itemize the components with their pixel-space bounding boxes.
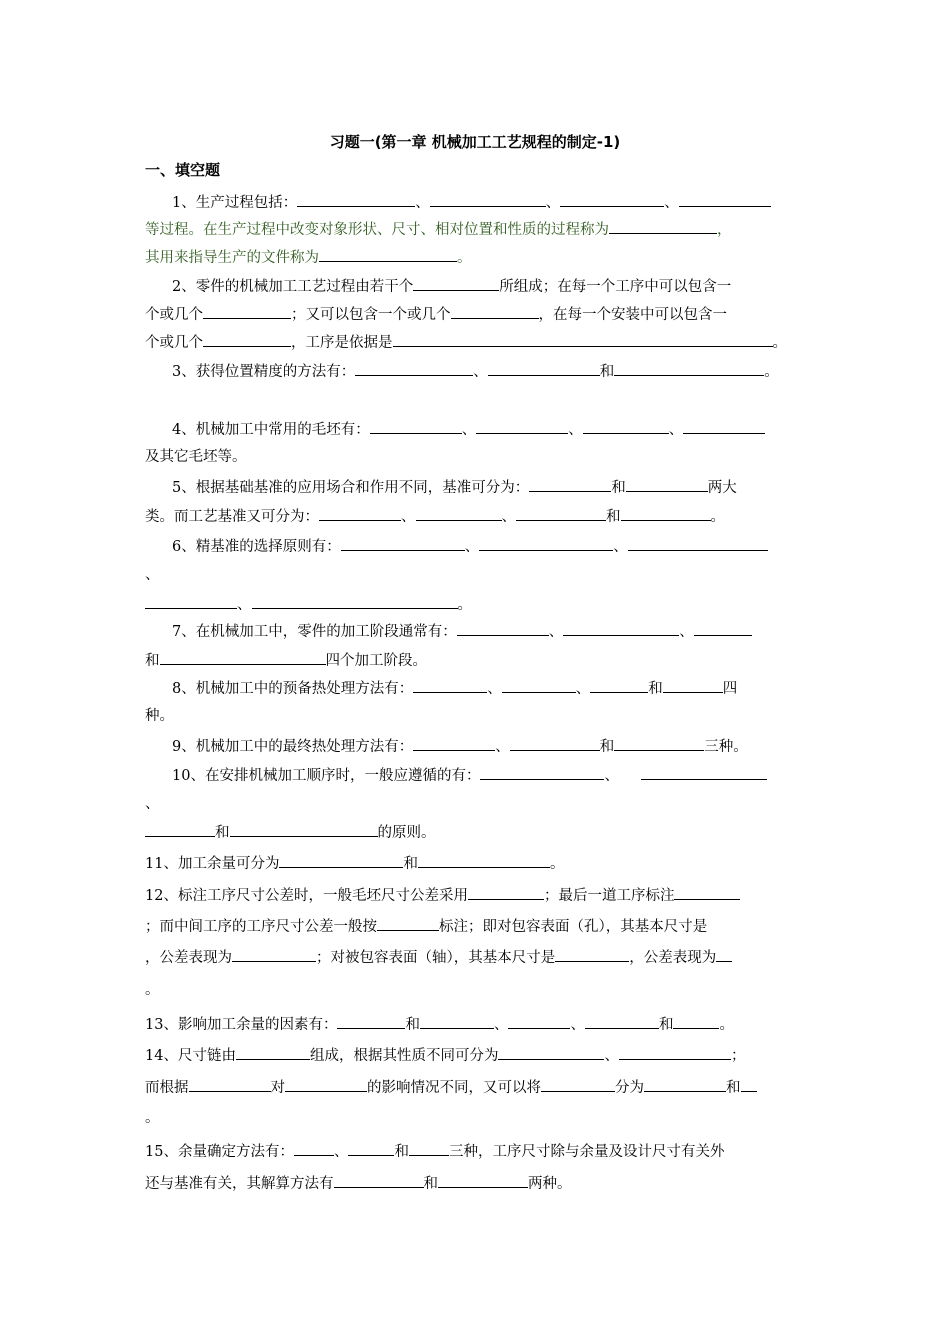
question-6-line-2: 、 [145, 567, 160, 583]
answer-blank[interactable] [393, 331, 773, 347]
answer-blank[interactable] [297, 191, 415, 207]
question-15-line-2: 还与基准有关，其解算方法有 和 两种。 [145, 1172, 572, 1194]
answer-blank[interactable] [563, 620, 679, 636]
answer-blank[interactable] [674, 884, 740, 900]
question-4-line-1: 4、机械加工中常用的毛坯有： 、 、 、 [172, 418, 765, 440]
answer-blank[interactable] [160, 649, 326, 665]
answer-blank[interactable] [508, 1013, 570, 1029]
answer-blank[interactable] [628, 535, 768, 551]
question-4-line-2: 及其它毛坯等。 [145, 449, 247, 465]
answer-blank[interactable] [583, 418, 669, 434]
answer-blank[interactable] [285, 1076, 367, 1092]
question-7-line-2: 和 四个加工阶段。 [145, 649, 427, 671]
question-10-line-2: 、 [145, 796, 160, 812]
question-5-line-1: 5、根据基础基准的应用场合和作用不同，基准可分为： 和 两大 [172, 476, 737, 498]
question-1-line-3: 其用来指导生产的文件称为 。 [145, 246, 472, 268]
answer-blank[interactable] [203, 303, 291, 319]
answer-blank[interactable] [619, 1044, 731, 1060]
answer-blank[interactable] [476, 418, 568, 434]
section-heading: 一、填空题 [145, 161, 221, 179]
answer-blank[interactable] [348, 1140, 394, 1156]
question-8-line-2: 种。 [145, 708, 174, 724]
question-14-line-1: 14、尺寸链由 组成，根据其性质不同可分为 、 ； [145, 1044, 745, 1066]
answer-blank[interactable] [203, 331, 291, 347]
answer-blank[interactable] [488, 360, 600, 376]
answer-blank[interactable] [438, 1172, 528, 1188]
answer-blank[interactable] [279, 852, 403, 868]
answer-blank[interactable] [614, 735, 704, 751]
answer-blank[interactable] [409, 1140, 449, 1156]
answer-blank[interactable] [694, 620, 752, 636]
answer-blank[interactable] [413, 735, 495, 751]
answer-blank[interactable] [413, 677, 487, 693]
answer-blank[interactable] [420, 1013, 494, 1029]
answer-blank[interactable] [341, 535, 465, 551]
answer-blank[interactable] [236, 1044, 310, 1060]
answer-blank[interactable] [468, 884, 544, 900]
question-6-line-1: 6、精基准的选择原则有： 、 、 [172, 535, 768, 557]
page-title: 习题一(第一章 机械加工工艺规程的制定-1) [329, 133, 621, 151]
answer-blank[interactable] [252, 593, 458, 609]
question-13: 13、影响加工余量的因素有： 和 、 、 和 。 [145, 1013, 734, 1035]
answer-blank[interactable] [232, 946, 316, 962]
answer-blank[interactable] [377, 915, 439, 931]
question-1-line-2: 等过程。在生产过程中改变对象形状、尺寸、相对位置和性质的过程称为 ， [145, 218, 732, 240]
answer-blank[interactable] [416, 505, 502, 521]
answer-blank[interactable] [590, 677, 648, 693]
answer-blank[interactable] [319, 505, 401, 521]
answer-blank[interactable] [479, 535, 613, 551]
question-10-line-3: 和 的原则。 [145, 821, 436, 843]
answer-blank[interactable] [145, 593, 237, 609]
answer-blank[interactable] [457, 620, 549, 636]
question-5-line-2: 类。而工艺基准又可分为： 、 、 和 。 [145, 505, 725, 527]
question-12-line-1: 12、标注工序尺寸公差时，一般毛坯尺寸公差采用 ；最后一道工序标注 [145, 884, 740, 906]
answer-blank[interactable] [145, 821, 215, 837]
question-1-line-1: 1、生产过程包括： 、 、 、 [172, 191, 771, 213]
answer-blank[interactable] [480, 764, 604, 780]
answer-blank[interactable] [355, 360, 473, 376]
question-10-line-1: 10、在安排机械加工顺序时，一般应遵循的有： 、 [172, 764, 767, 786]
question-8-line-1: 8、机械加工中的预备热处理方法有： 、 、 和 四 [172, 677, 737, 699]
answer-blank[interactable] [337, 1013, 405, 1029]
answer-blank[interactable] [673, 1013, 719, 1029]
answer-blank[interactable] [502, 677, 576, 693]
answer-blank[interactable] [614, 360, 764, 376]
question-9: 9、机械加工中的最终热处理方法有： 、 和 三种。 [172, 735, 748, 757]
question-11: 11、加工余量可分为 和 。 [145, 852, 564, 874]
question-12-line-2: ；而中间工序的工序尺寸公差一般按 标注；即对包容表面（孔），其基本尺寸是 [145, 915, 707, 937]
question-15-line-1: 15、余量确定方法有： 、 和 三种，工序尺寸除与余量及设计尺寸有关外 [145, 1140, 724, 1162]
answer-blank[interactable] [683, 418, 765, 434]
question-7-line-1: 7、在机械加工中，零件的加工阶段通常有： 、 、 [172, 620, 752, 642]
answer-blank[interactable] [319, 246, 457, 262]
answer-blank[interactable] [663, 677, 723, 693]
answer-blank[interactable] [294, 1140, 334, 1156]
answer-blank[interactable] [626, 476, 708, 492]
question-12-line-4: 。 [145, 982, 160, 998]
answer-blank[interactable] [189, 1076, 271, 1092]
question-2-line-2: 个或几个 ；又可以包含一个或几个 ，在每一个安装中可以包含一 [145, 303, 727, 325]
answer-blank[interactable] [510, 735, 600, 751]
answer-blank[interactable] [516, 505, 606, 521]
answer-blank[interactable] [609, 218, 717, 234]
answer-blank[interactable] [413, 275, 499, 291]
answer-blank[interactable] [430, 191, 546, 207]
answer-blank[interactable] [741, 1076, 757, 1092]
answer-blank[interactable] [585, 1013, 659, 1029]
answer-blank[interactable] [555, 946, 629, 962]
answer-blank[interactable] [451, 303, 539, 319]
answer-blank[interactable] [560, 191, 664, 207]
answer-blank[interactable] [498, 1044, 604, 1060]
question-6-line-3: 、 。 [145, 593, 472, 615]
answer-blank[interactable] [679, 191, 771, 207]
answer-blank[interactable] [529, 476, 611, 492]
answer-blank[interactable] [716, 946, 732, 962]
question-2-line-3: 个或几个 ，工序是依据是 。 [145, 331, 787, 353]
answer-blank[interactable] [541, 1076, 615, 1092]
question-12-line-3: ，公差表现为 ；对被包容表面（轴），其基本尺寸是 ，公差表现为 [145, 946, 732, 968]
question-2-line-1: 2、零件的机械加工工艺过程由若干个 所组成；在每一个工序中可以包含一 [172, 275, 731, 297]
answer-blank[interactable] [418, 852, 550, 868]
question-14-line-3: 。 [145, 1110, 160, 1126]
answer-blank[interactable] [230, 821, 378, 837]
answer-blank[interactable] [641, 764, 767, 780]
answer-blank[interactable] [644, 1076, 726, 1092]
answer-blank[interactable] [370, 418, 462, 434]
answer-blank[interactable] [334, 1172, 424, 1188]
answer-blank[interactable] [621, 505, 711, 521]
question-3: 3、获得位置精度的方法有： 、 和 。 [172, 360, 779, 382]
question-14-line-2: 而根据 对 的影响情况不同，又可以将 分为 和 [145, 1076, 757, 1098]
